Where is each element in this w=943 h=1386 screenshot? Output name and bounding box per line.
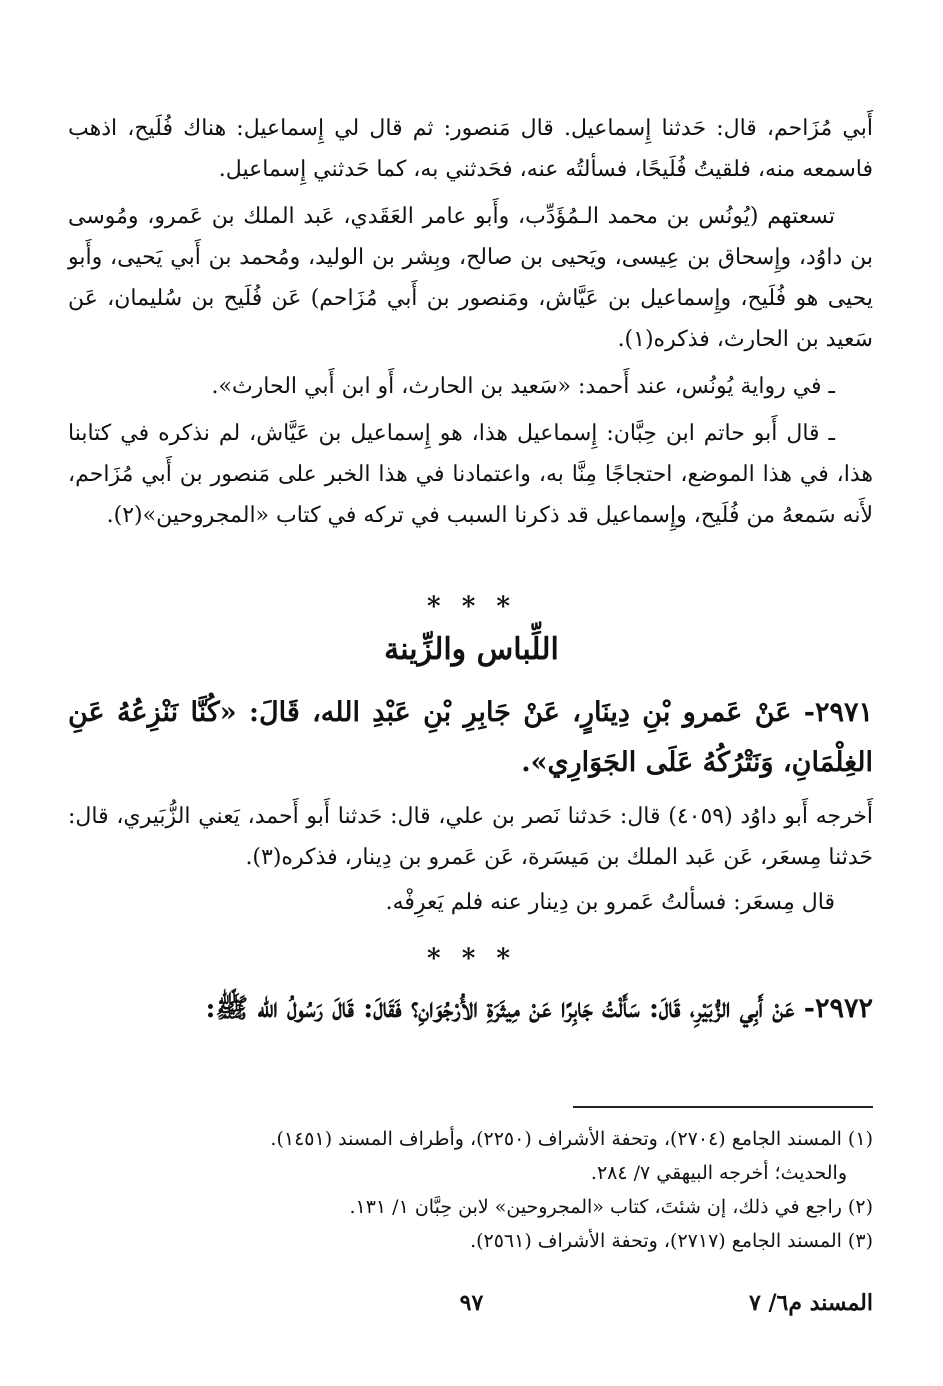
paragraph-ibn-hibban-note: ـ قال أَبو حاتم ابن حِبَّان: إِسماعيل هذا، هو إِسماعيل بن عَيَّاش، لم نذكره في كتابنا هذا، في هذا الموضع، احتجاجًا مِنَّا به، واعتمادنا في هذا الخبر على مَنصور بن أَبي مُزَاحم، لأَنه سَمعهُ من فُلَيح، وإِسماعيل قد ذكرنا السبب في تركه في كتاب «المجروحين»(٢). <box>68 421 873 528</box>
hadith-2971-text: ٢٩٧١- عَنْ عَمرو بْنِ دِينَارٍ، عَنْ جَابِرِ بْنِ عَبْدِ الله، قَالَ: «كُنَّا نَنْزِعُهُ عَنِ الغِلْمَانِ، وَنَتْرُكُهُ عَلَى الجَوَارِي». <box>68 697 873 778</box>
opening-paragraph-block <box>68 108 873 536</box>
volume-reference: المسند م٦/ ٧ <box>749 1290 873 1316</box>
paragraph-narrators: تسعتهم (يُونُس بن محمد الـمُؤَدِّب، وأَبو عامر العَقَدي، عَبد الملك بن عَمرو، ومُوسى بن داوُد، وإِسحاق بن عِيسى، ويَحيى بن صالح، وبِشر بن الوليد، ومُحمد بن أَبي يَحيى، وأَبو يحيى هو فُلَيح، وإِسماعيل بن عَيَّاش، ومَنصور بن أَبي مُزَاحم) عَن فُلَيح بن سُليمان، عَن سَعيد بن الحارث، فذكره(١). <box>68 204 873 352</box>
section-separator: * * * <box>427 592 516 622</box>
footnote-1: (١) المسند الجامع (٢٧٠٤)، وتحفة الأشراف (٢٢٥٠)، وأطراف المسند (١٤٥١). <box>270 1128 873 1150</box>
footnote-3: (٣) المسند الجامع (٢٧١٧)، وتحفة الأشراف (٢٥٦١). <box>470 1230 873 1252</box>
hadith-2972-block <box>68 984 873 1034</box>
section-separator-2: * * * <box>427 944 516 974</box>
paragraph-continuation: أَبي مُزَاحم، قال: حَدثنا إِسماعيل. قال مَنصور: ثم قال لي إِسماعيل: هناك فُلَيح، اذهب فاسمعه منه، فلقيتُ فُلَيحًا، فسألتُه عنه، فحَدثني به، كما حَدثني إِسماعيل. <box>68 116 873 182</box>
footnote-1-continuation: والحديث؛ أخرجه البيهقي ٧/ ٢٨٤. <box>590 1162 847 1184</box>
hadith-2972-text: ٢٩٧٢- عَنْ أَبِي الزُّبَيْرِ، قَالَ: سَأَلْتُ جَابِرًا عَنْ مِيثَرَةِ الأُرْجُوَانِ؟ فَقَالَ: قَالَ رَسُولُ الله ﷺ: <box>205 993 873 1024</box>
page-number: ٩٧ <box>459 1290 484 1316</box>
footnote-2: (٢) راجع في ذلك، إن شئتَ، كتاب «المجروحين» لابن حِبَّان ١/ ١٣١. <box>349 1196 873 1218</box>
hadith-2971-block <box>68 688 873 923</box>
footnote-divider <box>573 1106 873 1108</box>
page-footer <box>70 1290 873 1330</box>
footnotes-block <box>68 1122 873 1258</box>
section-title: اللِّباس والزِّينة <box>384 632 559 667</box>
paragraph-variant-note: ـ في رواية يُونُس، عند أَحمد: «سَعيد بن الحارث، أَو ابن أَبي الحارث». <box>211 374 835 399</box>
hadith-2971-takhrij: أَخرجه أَبو داوُد (٤٠٥٩) قال: حَدثنا نَصر بن علي، قال: حَدثنا أَبو أَحمد، يَعني الزُّبَيري، قال: حَدثنا مِسعَر، عَن عَبد الملك بن مَيسَرة، عَن عَمرو بن دِينار، فذكره(٣). <box>68 804 873 870</box>
hadith-2971-note: قال مِسعَر: فسألتُ عَمرو بن دِينار عنه فلم يَعرِفْه. <box>385 890 835 915</box>
